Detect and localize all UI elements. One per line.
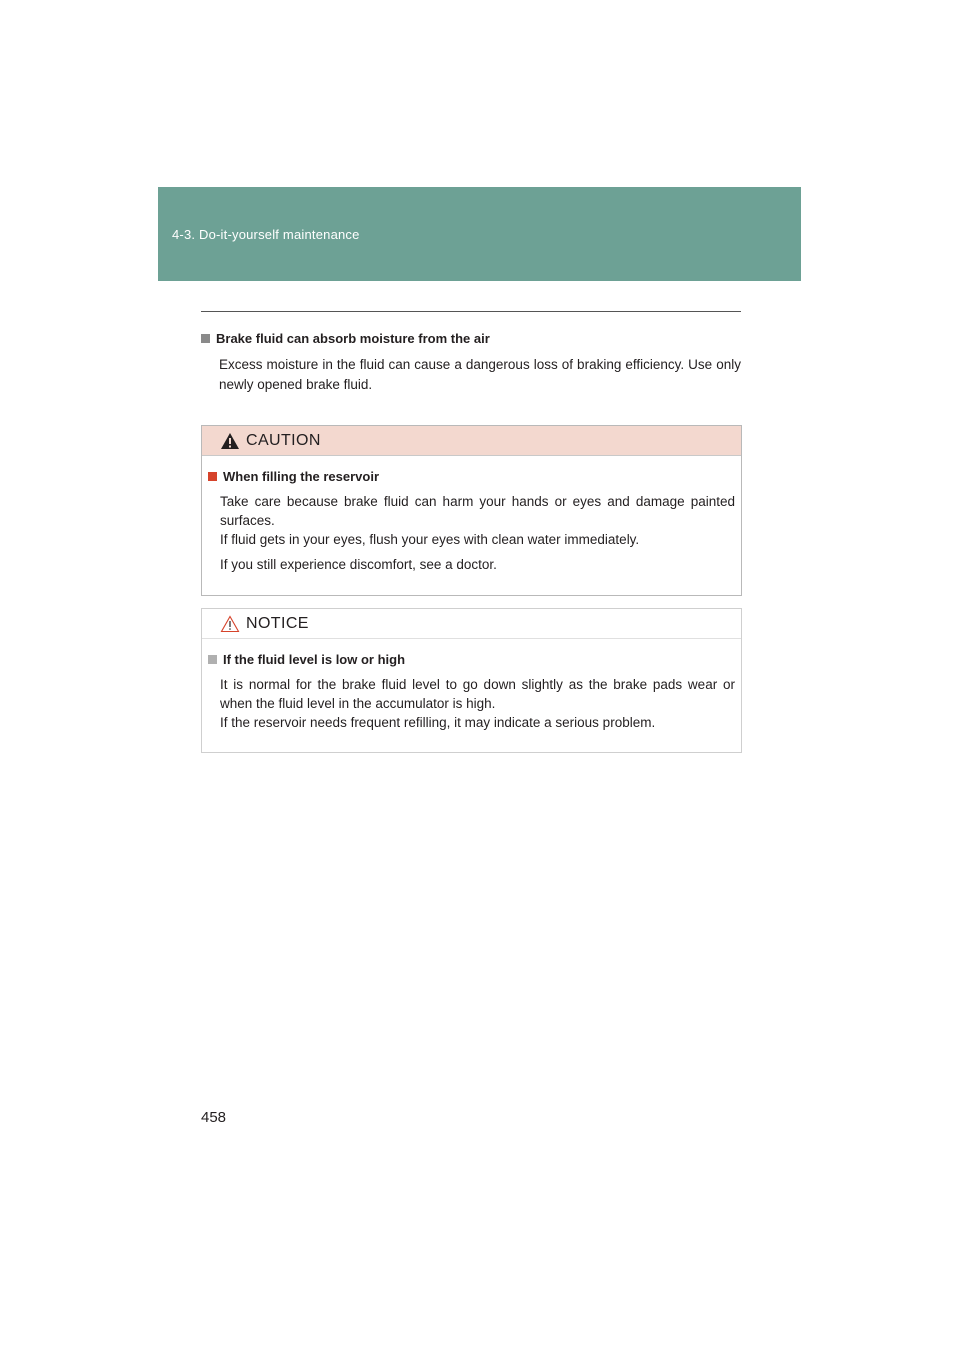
notice-header — [202, 609, 741, 639]
topic-heading-text: Brake fluid can absorb moisture from the air — [216, 331, 490, 346]
topic-heading — [201, 331, 741, 346]
section-title: 4-3. Do-it-yourself maintenance — [172, 227, 360, 242]
notice-triangle-icon — [220, 615, 240, 633]
divider — [201, 311, 741, 312]
caution-heading-text: When filling the reservoir — [223, 469, 380, 484]
bullet-square-icon — [208, 472, 217, 481]
bullet-square-icon — [201, 334, 210, 343]
notice-text-1: It is normal for the brake fluid level to go down slightly as the brake pads wear or when the fluid level in the accumulator is high. — [220, 677, 735, 711]
caution-header — [202, 426, 741, 456]
notice-text-2: If the reservoir needs frequent refilling, it may indicate a serious problem. — [220, 715, 656, 730]
caution-text-2: If fluid gets in your eyes, flush your eyes with clean water immediately. — [220, 532, 640, 547]
section-header-band — [158, 187, 801, 281]
notice-box — [201, 608, 742, 753]
notice-heading — [208, 652, 735, 667]
caution-text-3: If you still experience discomfort, see a doctor. — [220, 557, 497, 572]
warning-triangle-icon — [220, 432, 240, 450]
page-number: 458 — [201, 1109, 227, 1126]
notice-heading-text: If the fluid level is low or high — [223, 652, 406, 667]
caution-label: CAUTION — [246, 431, 321, 449]
topic-body: Excess moisture in the fluid can cause a dangerous loss of braking efficiency. Use only newly opened brake fluid. — [219, 357, 741, 392]
caution-heading — [208, 469, 735, 484]
notice-para — [220, 675, 735, 732]
topic-section — [201, 331, 741, 395]
caution-box — [201, 425, 742, 596]
caution-text-1: Take care because brake fluid can harm your hands or eyes and damage painted surfaces. — [220, 494, 735, 528]
caution-para — [220, 492, 735, 549]
notice-label: NOTICE — [246, 614, 309, 632]
caution-body — [202, 456, 741, 574]
bullet-square-icon — [208, 655, 217, 664]
notice-body — [202, 639, 741, 732]
